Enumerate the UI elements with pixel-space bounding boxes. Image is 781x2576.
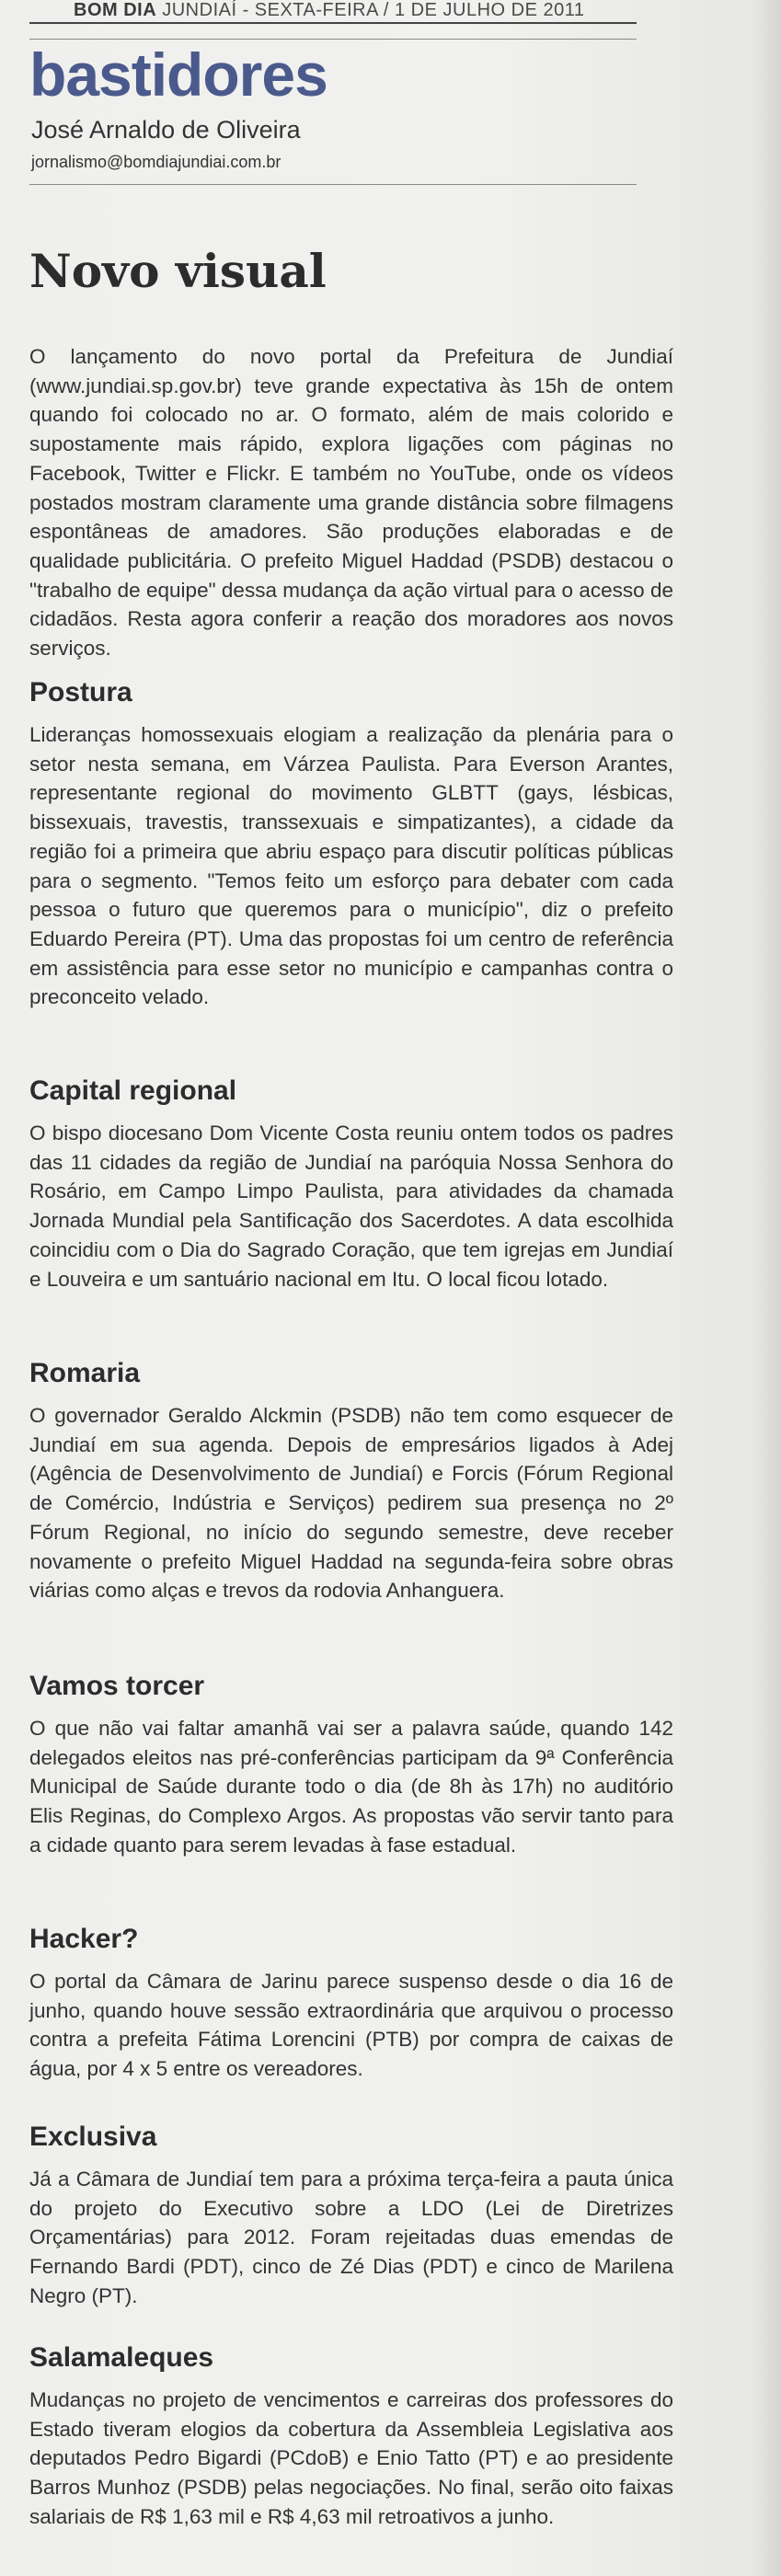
section-heading: Capital regional: [29, 1075, 237, 1106]
section-heading: Salamaleques: [29, 2342, 214, 2373]
author-email: jornalismo@bomdiajundiai.com.br: [31, 153, 281, 171]
author-name: José Arnaldo de Oliveira: [31, 116, 301, 144]
section-capital-regional: [29, 1075, 673, 1294]
section-romaria: [29, 1357, 673, 1605]
section-exclusiva: [29, 2121, 673, 2311]
section-body: O governador Geraldo Alckmin (PSDB) não tem como esquecer de Jundiaí em sua agenda. Depois de empresários ligados à Adej (Agência de Desenvolvimento de Jundiaí) e Forcis (Fórum Regional de Comércio, Indústria e Serviços) pedirem sua presença no 2º Fórum Regional, no início do segundo semestre, deve receber novamente o prefeito Miguel Haddad na segunda-feira sobre obras viárias como alças e trevos da rodovia Anhanguera.: [29, 1404, 673, 1603]
section-body: O bispo diocesano Dom Vicente Costa reuniu ontem todos os padres das 11 cidades da região de Jundiaí na paróquia Nossa Senhora do Rosário, em Campo Limpo Paulista, para atividades da chamada Jornada Mundial pela Santificação dos Sacerdotes. A data escolhida coincidiu com o Dia do Sagrado Coração, que tem igrejas em Jundiaí e Louveira e um santuário nacional em Itu. O local ficou lotado.: [29, 1121, 673, 1291]
section-postura: [29, 676, 673, 1012]
section-vamos-torcer: [29, 1670, 673, 1860]
masthead: [74, 0, 585, 20]
section-hacker: [29, 1923, 673, 2084]
section-heading: Postura: [29, 677, 132, 707]
intro-paragraph: O lançamento do novo portal da Prefeitura de Jundiaí (www.jundiai.sp.gov.br) teve grande expectativa às 15h de ontem quando foi colocado no ar. O formato, além de mais colorido e supostamente mais rápido, explora ligações com páginas no Facebook, Twitter e Flickr. E também no YouTube, onde os vídeos postados mostram claramente uma grande distância sobre filmagens espontâneas de amadores. São produções elaboradas e de qualidade publicitária. O prefeito Miguel Haddad (PSDB) destacou o "trabalho de equipe" dessa mudança da ação virtual para o acesso de cidadãos. Resta agora conferir a reação dos moradores aos novos serviços.: [29, 345, 673, 661]
title-top-rule: [29, 39, 637, 40]
publication-name: BOM DIA: [74, 0, 157, 20]
column-title: bastidores: [29, 40, 327, 109]
section-heading: Vamos torcer: [29, 1671, 205, 1701]
section-body: Já a Câmara de Jundiaí tem para a próxima terça-feira a pauta única do projeto do Executivo sobre a LDO (Lei de Diretrizes Orçamentárias) para 2012. Foram rejeitadas duas emendas de Fernando Bardi (PDT), cinco de Zé Dias (PDT) e cinco de Marilena Negro (PT).: [29, 2168, 673, 2307]
byline-rule: [29, 184, 637, 185]
section-body: Lideranças homossexuais elogiam a realização da plenária para o setor nesta semana, em Várzea Paulista. Para Everson Arantes, representante regional do movimento GLBTT (gays, lésbicas, bissexuais, travestis, transsexuais e simpatizantes), a cidade da região foi a primeira que abriu espaço para discutir políticas públicas para o segmento. "Temos feito um esforço para debater com cada pessoa o futuro que queremos para o município", diz o prefeito Eduardo Pereira (PT). Uma das propostas foi um centro de referência em assistência para esse setor no município e campanhas contra o preconceito velado.: [29, 723, 673, 1009]
page-edge-shadow: [753, 0, 781, 2576]
section-body: O que não vai faltar amanhã vai ser a palavra saúde, quando 142 delegados eleitos nas pré-conferências participam da 9ª Conferência Municipal de Saúde durante todo o dia (de 8h às 17h) no auditório Elis Reginas, do Complexo Argos. As propostas vão servir tanto para a cidade quanto para serem levadas à fase estadual.: [29, 1717, 673, 1857]
section-heading: Exclusiva: [29, 2122, 157, 2152]
section-heading: Hacker?: [29, 1924, 139, 1954]
section-heading: Romaria: [29, 1358, 141, 1388]
section-body: O portal da Câmara de Jarinu parece suspenso desde o dia 16 de junho, quando houve sessão extraordinária que arquivou o processo contra a prefeita Fátima Lorencini (PTB) por compra de caixas de água, por 4 x 5 entre os vereadores.: [29, 1970, 673, 2081]
edition-line: JUNDIAÍ - SEXTA-FEIRA / 1 DE JULHO DE 2011: [162, 0, 585, 20]
headline: Novo visual: [29, 244, 327, 298]
intro-section: [29, 342, 673, 663]
masthead-rule: [29, 22, 637, 24]
section-salamaleques: [29, 2341, 673, 2532]
section-body: Mudanças no projeto de vencimentos e carreiras dos professores do Estado tiveram elogios da cobertura da Assembleia Legislativa aos deputados Pedro Bigardi (PCdoB) e Enio Tatto (PT) e ao presidente Barros Munhoz (PSDB) pelas negociações. No final, serão oito faixas salariais de R$ 1,63 mil e R$ 4,63 mil retroativos a junho.: [29, 2388, 673, 2528]
